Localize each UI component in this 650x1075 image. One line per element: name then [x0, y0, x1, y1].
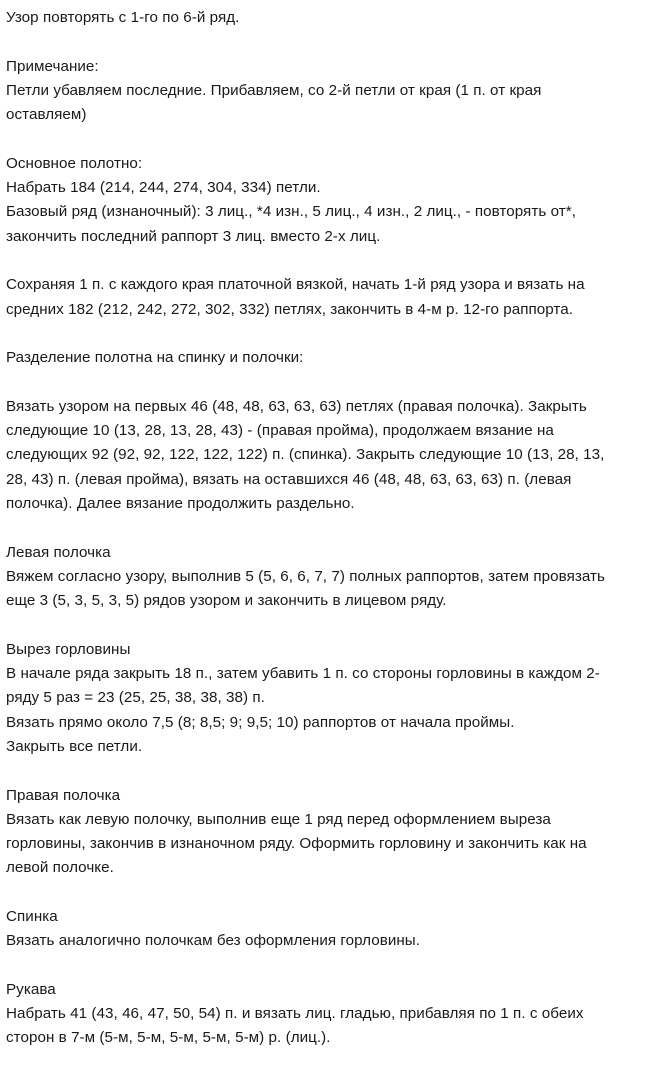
text-line: следующие 10 (13, 28, 13, 28, 43) - (правая пройма), продолжаем вязание на — [6, 422, 554, 440]
text-line: Сохраняя 1 п. с каждого края платочной вязкой, начать 1-й ряд узора и вязать на — [6, 276, 585, 294]
section-heading: Рукава — [6, 980, 56, 998]
text-line: Набрать 41 (43, 46, 47, 50, 54) п. и вязать лиц. гладью, прибавляя по 1 п. с обеих — [6, 1005, 584, 1023]
text-line: горловины, закончив в изнаночном ряду. Оформить горловину и закончить как на — [6, 835, 587, 853]
note-section — [6, 55, 646, 128]
text-line: Закрыть все петли. — [6, 737, 143, 755]
section-heading: Основное полотно: — [6, 154, 143, 172]
text-line: Набрать 184 (214, 244, 274, 304, 334) петли. — [6, 179, 321, 197]
left-front-section — [6, 541, 646, 614]
right-front-section — [6, 784, 646, 881]
text-line: Вязать узором на первых 46 (48, 48, 63, 63, 63) петлях (правая полочка). Закрыть — [6, 397, 587, 415]
text-line: Вязать аналогично полочкам без оформления горловины. — [6, 932, 421, 950]
section-heading: Правая полочка — [6, 786, 121, 804]
main-fabric-section — [6, 152, 646, 249]
text-line: средних 182 (212, 242, 272, 302, 332) петлях, закончить в 4-м р. 12-го раппорта. — [6, 300, 574, 318]
text-line: еще 3 (5, 3, 5, 3, 5) рядов узором и закончить в лицевом ряду. — [6, 592, 447, 610]
section-heading: Разделение полотна на спинку и полочки: — [6, 349, 304, 367]
text-line: Узор повторять с 1-го по 6-й ряд. — [6, 9, 240, 26]
text-line: Вязать прямо около 7,5 (8; 8,5; 9; 9,5; 10) раппортов от начала проймы. — [6, 713, 515, 731]
section-heading: Примечание: — [6, 57, 99, 75]
document-page — [6, 6, 646, 1075]
text-line: сторон в 7-м (5-м, 5-м, 5-м, 5-м, 5-м) р. (лиц.). — [6, 1029, 331, 1047]
text-line: ряду 5 раз = 23 (25, 25, 38, 38, 38) п. — [6, 689, 265, 707]
sleeves-section — [6, 978, 646, 1051]
text-line: оставляем) — [6, 106, 87, 124]
text-line: закончить последний раппорт 3 лиц. вместо 2-х лиц. — [6, 227, 381, 245]
text-line: Петли убавляем последние. Прибавляем, со 2-й петли от края (1 п. от края — [6, 81, 542, 99]
text-line: полочка). Далее вязание продолжить раздельно. — [6, 494, 355, 512]
edge-stitch-paragraph — [6, 273, 646, 322]
division-heading — [6, 346, 646, 370]
section-heading: Вырез горловины — [6, 640, 131, 658]
text-line: Вяжем согласно узору, выполнив 5 (5, 6, 6, 7, 7) полных раппортов, затем провязать — [6, 567, 605, 585]
pattern-repeat-note — [6, 6, 646, 30]
back-section — [6, 905, 646, 954]
neckline-section — [6, 638, 646, 759]
text-line: следующих 92 (92, 92, 122, 122, 122) п. (спинка). Закрыть следующие 10 (13, 28, 13, — [6, 446, 605, 464]
division-paragraph — [6, 395, 646, 516]
text-line: В начале ряда закрыть 18 п., затем убавить 1 п. со стороны горловины в каждом 2- — [6, 665, 600, 683]
section-heading: Спинка — [6, 907, 58, 925]
text-line: Базовый ряд (изнаночный): 3 лиц., *4 изн., 5 лиц., 4 изн., 2 лиц., - повторять от*, — [6, 203, 576, 221]
text-line: Вязать как левую полочку, выполнив еще 1 ряд перед оформлением выреза — [6, 810, 551, 828]
text-line: левой полочке. — [6, 859, 114, 877]
text-line: 28, 43) п. (левая пройма), вязать на оставшихся 46 (48, 48, 63, 63, 63) п. (левая — [6, 470, 572, 488]
section-heading: Левая полочка — [6, 543, 111, 561]
